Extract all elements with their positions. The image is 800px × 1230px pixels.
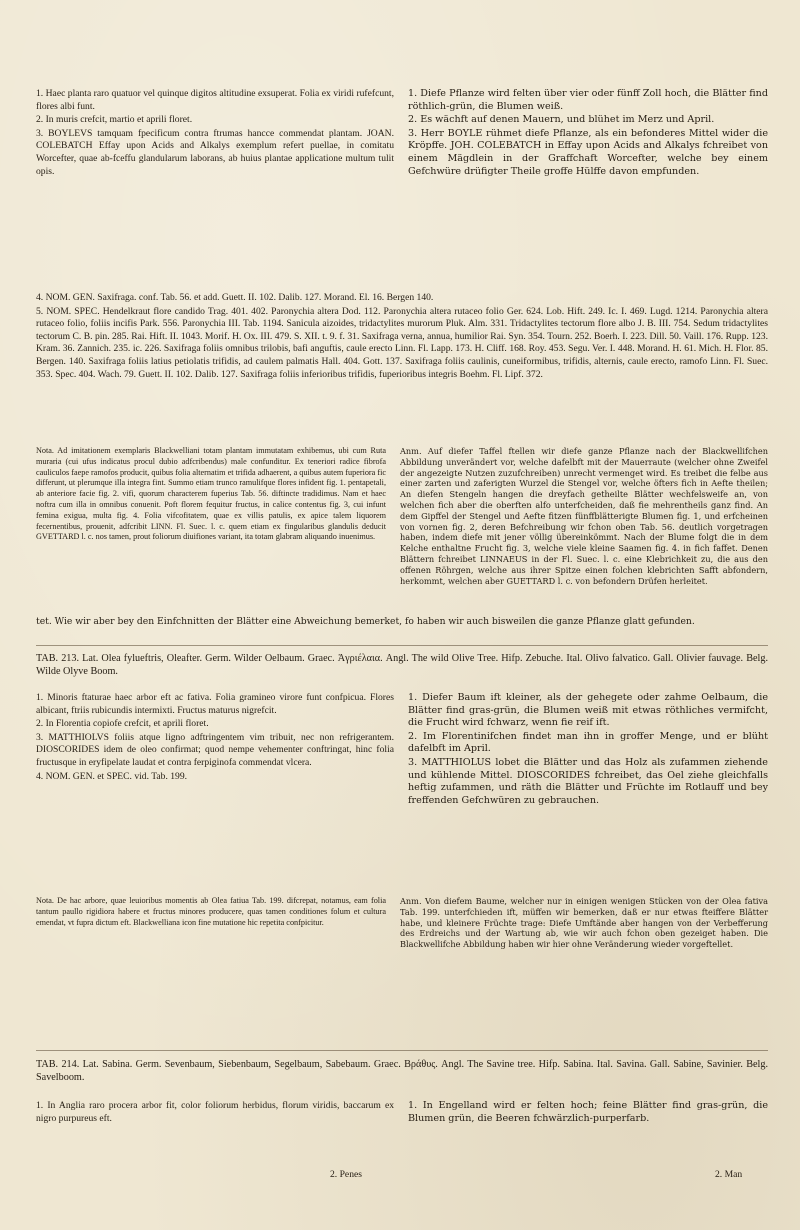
s1-right-para-1: 1. Diefe Pflanze wird felten über vier oder fünff Zoll hoch, die Blätter find röthlich-grün, die Blumen weiß. — [408, 88, 768, 112]
section3-heading — [36, 1058, 768, 1084]
catchword-german: 2. Man — [715, 1169, 743, 1180]
section-divider-2 — [36, 1050, 768, 1051]
section1-nomenclature — [36, 292, 768, 382]
tab-213-heading: TAB. 213. Lat. Olea fylueftris, Oleafter. Germ. Wilder Oelbaum. Graec. Ἀγριέλαια. Angl. The wild Olive Tree. Hifp. Zebuche. Ital. Olivo falvatico. Gall. Olivier fauvage. Belg. Wilde Olyve Boom. — [36, 653, 768, 677]
s2-left-para-2: 2. In Florentia copiofe crefcit, et aprili floret. — [36, 718, 209, 730]
s1-nota-latin: Nota. Ad imitationem exemplaris Blackwelliani totam plantam immutatam exhibemus, ubi cum Ruta muraria (cui ufus indicatus procul dubio adfcribendus) male confunditur. Ex teneriori radice fibrofa cauliculos faepe ramofos producit, quibus folia alternatim et trifida adhaerent, a quibus autem fuperiora fic differunt, ut plerumque illa integra fint. Summo etiam trunco ramulifque flores infident fig. 1. pentapetali, ab anteriore facie fig. 2. vifi, quorum characterem fuperius Tab. 56. diftincte tradidimus. Nam et haec noftra cum illa in omnibus conuenit. Poft florem fequitur fructus, in calice contentus fig. 3, cui infunt femina exigua, multa fig. 4. Folia vifcofitatem, quae ex villis patulis, ex apice talem liquorem fecernentibus, prouenit, adfcribit LINN. Fl. Suec. l. c. quem etiam ex fingularibus glandulis deducit GVETTARD l. c. nos tamen, prout foliorum diuifiones variant, ita totam glabram aliquando inuenimus. — [36, 446, 386, 542]
section1-note-left — [36, 446, 386, 543]
s2-left-para-4: 4. NOM. GEN. et SPEC. vid. Tab. 199. — [36, 770, 188, 782]
section1-note-right — [400, 446, 768, 586]
catchword-left — [330, 1162, 400, 1181]
s1-right-para-2: 2. Es wächft auf denen Mauern, und blühet im Merz und April. — [408, 114, 715, 126]
s1-left-para-2: 2. In muris crefcit, martio et aprili floret. — [36, 114, 193, 126]
s1-anm-tail: tet. Wie wir aber bey den Einfchnitten der Blätter eine Abweichung bemerket, fo haben wir auch bisweilen die ganze Pflanze glatt gefunden. — [36, 616, 695, 627]
catchword-latin: 2. Penes — [330, 1169, 362, 1180]
tab-214-heading: TAB. 214. Lat. Sabina. Germ. Sevenbaum, Siebenbaum, Segelbaum, Sabebaum. Graec. Βράθυς. Angl. The Savine tree. Hifp. Sabina. Ital. Savina. Gall. Sabine, Savinier. Belg. Savelboom. — [36, 1059, 768, 1083]
s2-anm-german: Anm. Von diefem Baume, welcher nur in einigen wenigen Stücken von der Olea fativa Tab. 199. unterfchieden ift, müffen wir bemerken, daß er nur etwas fteiffere Blätter habe, und kleinere Früchte trage: Diefe Umftände aber hangen von der Verbefferung des Erdreichs und der Wartung ab, wie wir auch fchon oben gezeiget haben. Die Blackwellifche Abbildung haben wir hier ohne Veränderung wieder vorgeftellet. — [400, 896, 768, 950]
s1-left-para-1: 1. Haec planta raro quatuor vel quinque digitos altitudine exsuperat. Folia ex viridi rufefcunt, flores albi funt. — [36, 88, 394, 112]
s1-right-para-3: 3. Herr BOYLE rühmet diefe Pflanze, als ein befonderes Mittel wider die Kröpffe. JOH. COLEBATCH in Effay upon Acids and Alkalys fchreibet von einem Mägdlein in der Graffchaft Worcefter, welche bey einem Gefchwüre drüfigter Theile groffe Hülffe davon empfunden. — [408, 127, 768, 177]
section1-note-tail — [36, 616, 768, 628]
s3-left-para-1: 1. In Anglia raro procera arbor fit, color foliorum herbidus, florum viridis, baccarum ex nigro purpureus eft. — [36, 1100, 394, 1124]
section3-left-column — [36, 1100, 394, 1126]
section2-heading — [36, 652, 768, 678]
s2-right-para-1: 1. Diefer Baum ift kleiner, als der gehegete oder zahme Oelbaum, die Blätter find gras-grün, die Blumen weiß mit etwas röthliches vermifcht, die Frucht wird fchwarz, wenn fie reif ift. — [408, 692, 768, 729]
s1-left-para-3: 3. BOYLEVS tamquam fpecificum contra ftrumas hancce commendat plantam. JOAN. COLEBATCH Effay upon Acids and Alkalys exemplum refert puellae, in comitatu Worcefter, quae ab-fceffu glandularum laborans, ab huius plantae applicatione multum tulit opis. — [36, 127, 394, 177]
catchword-right — [715, 1162, 775, 1181]
s1-anm-german: Anm. Auf diefer Taffel ftellen wir diefe ganze Pflanze nach der Blackwellifchen Abbildung unverändert vor, welche dafelbft mit der Mauerraute (welcher ohne Zweifel der angezeigte Nutzen zuzufchreiben) unrecht vermenget wird. Es treibet die felbe aus einer zarten und zaferigten Wurzel die Stengel vor, welche öfters fich in Aefte theilen; An diefen Stengeln hangen die dreyfach getheilte Blätter wechfelsweife an, von welchen fich aber die oberften alfo unterfcheiden, daß fie mehrentheils ganz find. An dem Gipffel der Stengel und Aefte fitzen fünffblätterigte Blumen fig. 1, und erfcheinen von vornen fig. 2, deren Befchreibung wir fchon oben Tab. 56. deutlich vorgetragen haben, indem diefe mit jener völlig übereinkömmt. Nach der Blume folgt die in dem Kelche enthaltne Frucht fig. 3, welche viele kleine Saamen fig. 4. in fich faffet. Denen Blättern fchreibet LINNAEUS in der Fl. Suec. l. c. eine Klebrichkeit zu, die aus den offenen Röhrgen, welche aus ihrer Spitze einen folchen klebrichten Safft abfondern, herkommt, welchen aber GUETTARD l. c. von befondern Drüfen herleitet. — [400, 446, 768, 586]
s2-right-para-2: 2. Im Florentinifchen findet man ihn in groffer Menge, und er blüht dafelbft im April. — [408, 730, 768, 755]
s2-left-para-1: 1. Minoris ftaturae haec arbor eft ac fativa. Folia gramineo virore funt confpicua. Flores albicant, ftriis rubicundis intermixti. Fructus maturus nigrefcit. — [36, 692, 394, 716]
section2-note-left — [36, 896, 386, 928]
section2-right-column — [408, 692, 768, 808]
section2-left-column — [36, 692, 394, 784]
s1-nom-spec: 5. NOM. SPEC. Hendelkraut flore candido Trag. 401. 402. Paronychia altera Dod. 112. Paronychia altera rutaceo folio Ger. 624. Lob. Hift. 249. Ic. I. 469. Lugd. 1214. Paronychia altera rutaceo folio, foliis incifis Park. 556. Paronychia III. Tab. 1194. Sanicula aizoides, tridactylites murorum Pluk. Alm. 331. Tridactylites tectorum flore albo J. B. III. 754. Sedum tridactylites tectorum C. B. pin. 285. Rai. Hift. II. 1043. Morif. H. Ox. III. 479. S. XII. t. 9. f. 31. Saxifraga verna, annua, humilior Rai. Syn. 354. Tourn. 252. Boerh. I. 223. Dill. 50. Vaill. 176. Rupp. 123. Kram. 36. Zannich. 235. ic. 226. Saxifraga foliis omnibus trilobis, bafi anguftis, caule erecto Linn. Fl. Lapp. 173. H. Cliff. 168. Roy. 453. Segu. Ver. I. 448. Morand. H. 61. Mich. H. Flor. 85. Bergen. 140. Saxifraga foliis latius petiolatis trifidis, ad caulem palmatis Hall. 404. Gott. 137. Saxifraga foliis caulinis, cuneiformibus, trifidis, alternis, caule erecto, ramofo Linn. Fl. Suec. 353. Spec. 404. Wach. 79. Guett. II. 102. Dalib. 127. Saxifraga foliis inferioribus trifidis, fuperioribus integris Boehm. Fl. Lipf. 372. — [36, 305, 768, 380]
s2-left-para-3: 3. MATTHIOLVS foliis atque ligno adftringentem vim tribuit, nec non refrigerantem. DIOSCORIDES idem de oleo confirmat; quod nempe vehementer conftringat, hinc folia fructusque in eryfipelate laudat et contra ferpiginofa commendat vlcera. — [36, 731, 394, 768]
s2-right-para-3: 3. MATTHIOLUS lobet die Blätter und das Holz als zufammen ziehende und kühlende Mittel. DIOSCORIDES fchreibet, das Oel ziehe gleichfalls heftig zufammen, und räth die Blätter und Früchte im Rotlauff und bey freffenden Gefchwüren zu gebrauchen. — [408, 756, 768, 806]
section3-right-column — [408, 1100, 768, 1126]
section2-note-right — [400, 896, 768, 950]
s2-nota-latin: Nota. De hac arbore, quae leuioribus momentis ab Olea fatiua Tab. 199. difcrepat, notamus, eam folia tantum paullo rigidiora habere et fructus minores producere, quas tamen conditiones folum et cultura emendat, vt fupra dictum eft. Blackwelliana icon fine mutatione hic repetita confpicitur. — [36, 896, 386, 927]
section1-left-column — [36, 88, 394, 179]
s1-nom-gen: 4. NOM. GEN. Saxifraga. conf. Tab. 56. et add. Guett. II. 102. Dalib. 127. Morand. El. 16. Bergen 140. — [36, 292, 434, 303]
section-divider-1 — [36, 645, 768, 646]
section1-right-column — [408, 88, 768, 179]
s3-right-para-1: 1. In Engelland wird er felten hoch; feine Blätter find gras-grün, die Blumen grün, die Beeren fchwärzlich-purperfarb. — [408, 1100, 768, 1124]
